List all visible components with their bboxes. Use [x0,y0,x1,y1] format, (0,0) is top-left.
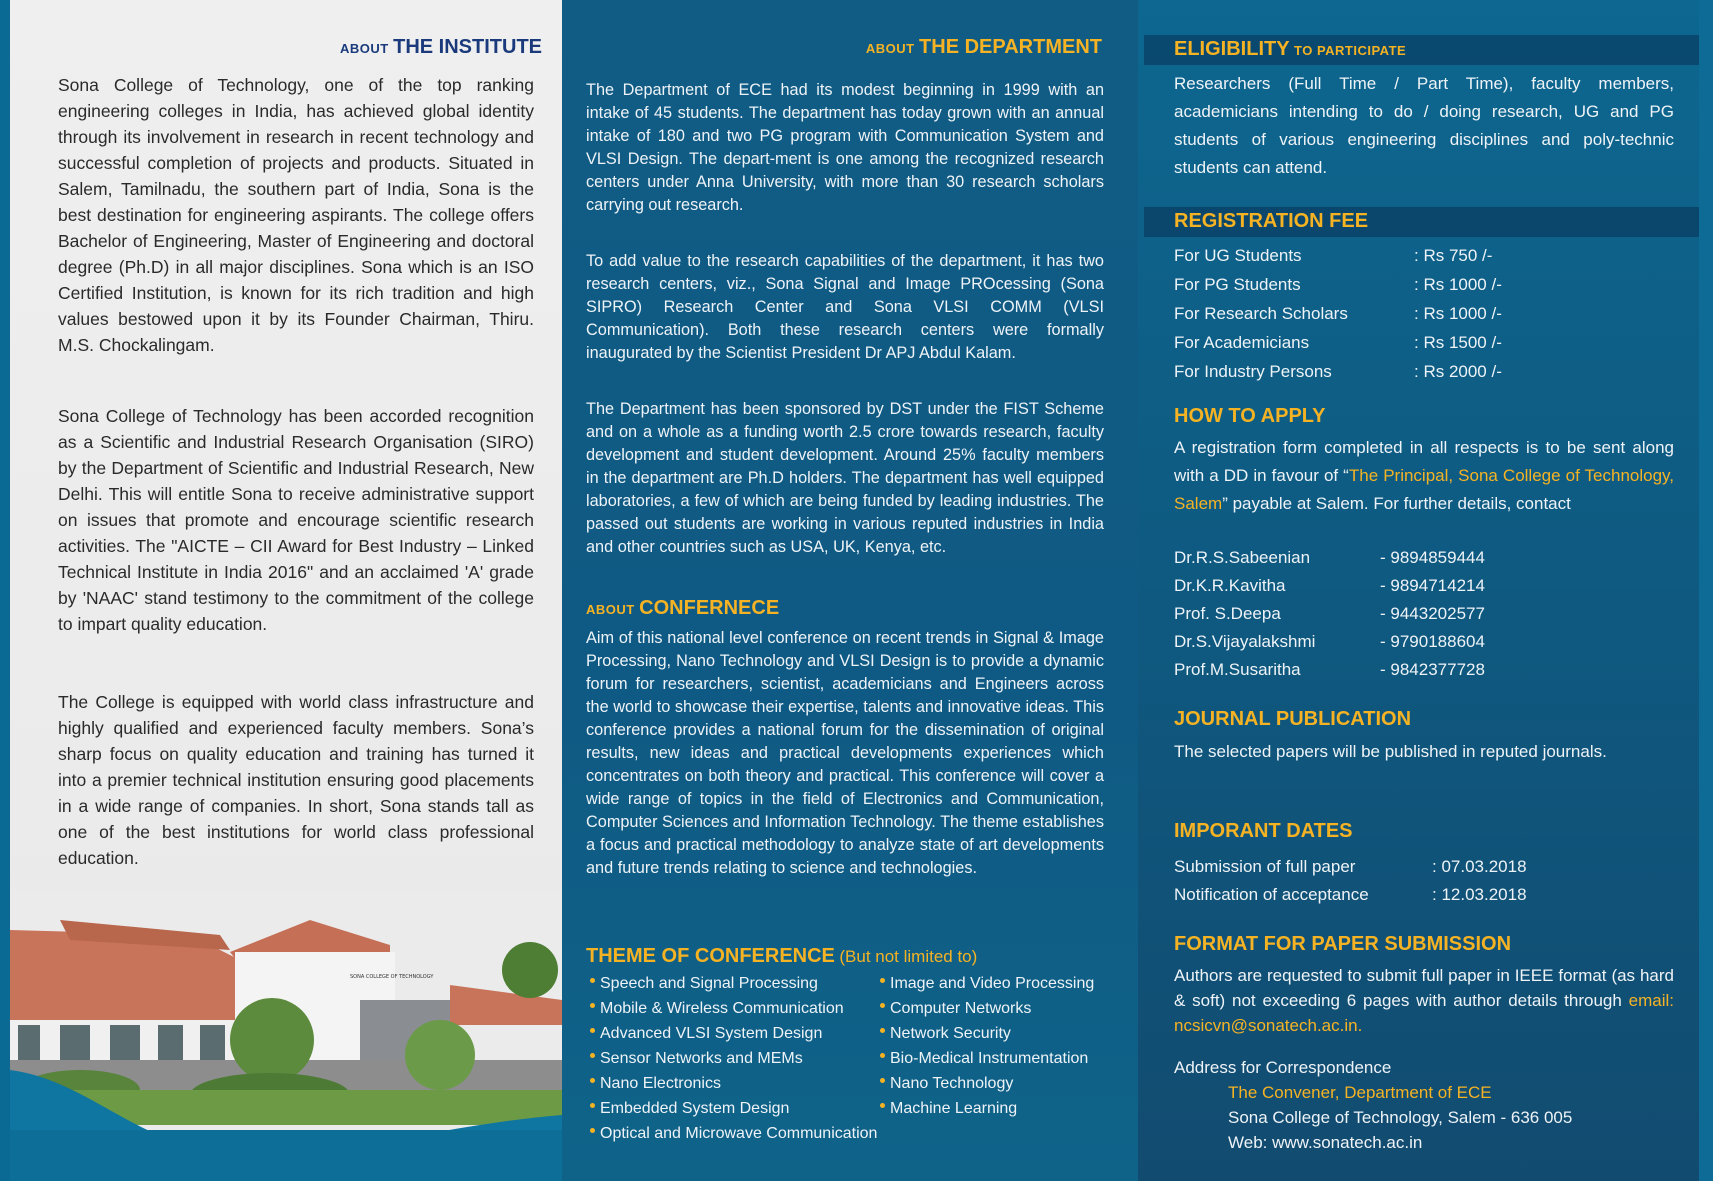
theme-item: Speech and Signal Processing [590,975,818,993]
department-paragraph-1: The Department of ECE had its modest beginning in 1999 with an intake of 45 students. The department has today grown with an annual intake of 180 and two PG program with Communication System and VLSI Design. The depart-ment is one among the recognized research centers under Anna University, with more than 30 research scholars carrying out research. [586,81,1104,214]
bullet-icon [880,978,885,983]
contact-row: Dr.S.Vijayalakshmi - 9790188604 [1174,632,1485,651]
journal-text: The selected papers will be published in reputed journals. [1174,742,1607,761]
fees-title: REGISTRATION FEE [1174,210,1369,232]
department-paragraph-2: To add value to the research capabilities of the department, it has two research centers, viz., Sona Signal and Image PROcessing (Sona SIPRO) Research Center and Sona VLSI COMM (VLSI Communication). Both these research centers were formally inaugurated by the Scientist President Dr APJ Abdul Kalam. [586,252,1104,362]
fee-row: For Research Scholars : Rs 1000 /- [1174,304,1502,323]
contact-row: Dr.R.S.Sabeenian - 9894859444 [1174,548,1485,567]
eligibility-title: ELIGIBILITY [1174,38,1290,60]
bullet-icon [880,1078,885,1083]
theme-item: Advanced VLSI System Design [590,1025,822,1043]
apply-text: A registration form completed in all respects is to be sent along with a DD in favour of “The Principal, Sona College of Technology, Salem” payable at Salem. For further details, contact [1174,438,1675,513]
apply-title: HOW TO APPLY [1174,405,1326,427]
theme-item: Computer Networks [880,1000,1031,1018]
theme-item: Machine Learning [880,1100,1017,1118]
bullet-icon [880,1053,885,1058]
contact-row: Prof. S.Deepa - 9443202577 [1174,604,1485,623]
bullet-icon [880,1103,885,1108]
fee-row: For Industry Persons : Rs 2000 /- [1174,362,1502,381]
eligibility-text: Researchers (Full Time / Part Time), faculty members, academicians intending to do / doing research, UG and PG students of various engineering disciplines and poly-technic students can attend. [1174,74,1674,177]
theme-item: Bio-Medical Instrumentation [880,1050,1088,1068]
theme-item: Nano Technology [880,1075,1013,1093]
website-link[interactable]: Web: www.sonatech.ac.in [1228,1133,1423,1152]
fees-band [1144,207,1699,237]
bullet-icon [590,1103,595,1108]
department-paragraph-3: The Department has been sponsored by DST under the FIST Scheme and on a whole as a funding worth 2.5 crore towards research, faculty development and student development. Around 25% faculty members in the department are Ph.D holders. The department has well equipped laboratories, a few of which are being funded by leading industries. The passed out students are working in various reputed industries in India and other countries such as USA, UK, Kenya, etc. [586,400,1104,556]
journal-title: JOURNAL PUBLICATION [1174,708,1412,730]
tree [230,998,314,1082]
bullet-icon [590,1028,595,1033]
institute-paragraph-1: Sona College of Technology, one of the top ranking engineering colleges in India, has achieved global identity through its involvement in research in recent technology and successful completion of projects and products. Situated in Salem, Tamilnadu, the southern part of India, Sona is the best destination for engineering aspirants. The college offers Bachelor of Engineering, Master of Engineering and doctoral degree (Ph.D) in all major disciplines. Sona which is an ISO Certified Institution, is known for its rich tradition and high values bestowed upon it by its Founder Chairman, Thiru. M.S. Chockalingam. [58,75,534,355]
theme-heading: THEME OF CONFERENCE (But not limited to) [586,945,978,967]
theme-item: Mobile & Wireless Communication [590,1000,844,1018]
address-label: Address for Correspondence [1174,1058,1392,1077]
contact-row: Prof.M.Susaritha - 9842377728 [1174,660,1485,679]
bullet-icon [590,1078,595,1083]
college-building-photo [10,890,562,1181]
theme-item: Optical and Microwave Communication [590,1125,877,1143]
institute-paragraph-2: Sona College of Technology has been accorded recognition as a Scientific and Industrial Research Organisation (SIRO) by the Department of Scientific and Industrial Research, New Delhi. This will entitle Sona to receive administrative support on issues that promote and encourage scientific research activities. The "AICTE – CII Award for Best Industry – Linked Technical Institute in India 2016" and an acclaimed 'A' grade by 'NAAC' stand testimony to the commitment of the college to impart quality education. [58,406,534,634]
dates-title: IMPORANT DATES [1174,820,1353,842]
date-row: Notification of acceptance : 12.03.2018 [1174,885,1527,904]
panel-edge [1699,0,1713,1181]
theme-item: Network Security [880,1025,1011,1043]
bullet-icon [590,1003,595,1008]
fee-row: For Academicians : Rs 1500 /- [1174,333,1502,352]
eligibility-band: ELIGIBILITY TO PARTICIPATE [1144,35,1699,65]
theme-item: Embedded System Design [590,1100,789,1118]
date-row: Submission of full paper : 07.03.2018 [1174,857,1527,876]
bullet-icon [880,1028,885,1033]
address-line-2: Sona College of Technology, Salem - 636 005 [1228,1108,1573,1127]
photo-sign: SONA COLLEGE OF TECHNOLOGY [350,974,434,980]
conference-heading: ABOUT CONFERNECE [586,597,780,619]
institute-panel [0,0,562,1181]
theme-item: Nano Electronics [590,1075,721,1093]
fee-row: For UG Students : Rs 750 /- [1174,246,1493,265]
institute-heading: ABOUT THE INSTITUTE [339,36,542,58]
department-panel [562,0,1138,1181]
bullet-icon [590,1053,595,1058]
theme-item: Image and Video Processing [880,975,1094,993]
conference-paragraph: Aim of this national level conference on recent trends in Signal & Image Processing, Nano Technology and VLSI Design is to provide a dynamic forum for researchers, scientist, academicians and Engineers across the world to showcase their expertise, talents and innovative ideas. This conference provides a national forum for the dissemination of original results, new ideas and practical developments experiences which concentrates on both theory and practical. This conference will cover a wide range of topics in the field of Electronics and Communication, Computer Sciences and Information Technology. The theme establishes a focus and practical methodology to analyze state of art developments and future trends relating to science and technologies. [586,629,1104,877]
institute-paragraph-3: The College is equipped with world class infrastructure and highly qualified and experienced faculty members. Sona’s sharp focus on quality education and training has turned it into a premier technical institution ensuring good placements in a wide range of companies. In short, Sona stands tall as one of the best institutions for world class professional education. [58,692,534,868]
theme-item: Sensor Networks and MEMs [590,1050,803,1068]
address-line-1: The Convener, Department of ECE [1228,1083,1492,1102]
bullet-icon [590,1128,595,1133]
email-link[interactable]: email: ncsicvn@sonatech.ac.in. [1174,991,1674,1035]
bullet-icon [880,1003,885,1008]
fee-row: For PG Students : Rs 1000 /- [1174,275,1502,294]
department-heading: ABOUT THE DEPARTMENT [865,36,1102,58]
bullet-icon [590,978,595,983]
contact-row: Dr.K.R.Kavitha - 9894714214 [1174,576,1485,595]
format-text: Authors are requested to submit full paper in IEEE format (as hard & soft) not exceeding 6 pages with author details through email: ncsicvn@sonatech.ac.in. [1174,966,1674,1035]
info-panel [1138,0,1713,1181]
format-title: FORMAT FOR PAPER SUBMISSION [1174,933,1512,955]
